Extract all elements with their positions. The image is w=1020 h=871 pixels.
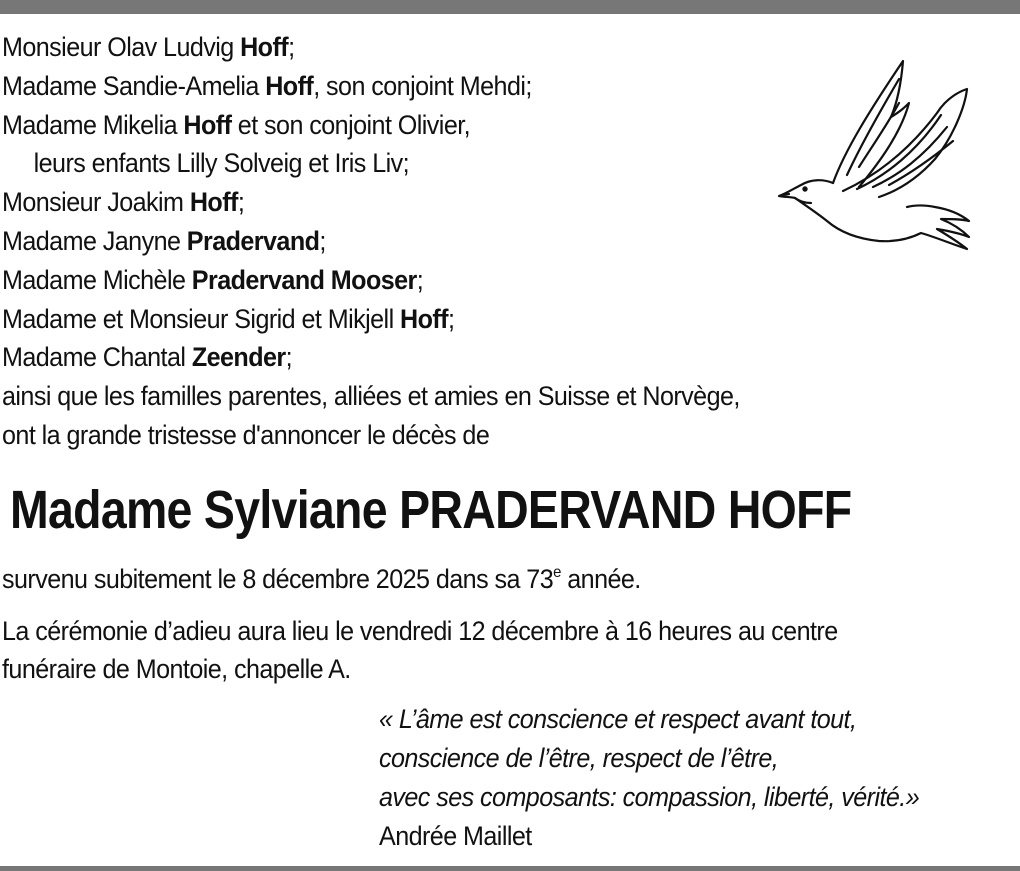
quote-author: Andrée Maillet (379, 821, 532, 851)
bottom-rule (0, 866, 1020, 871)
family-line: Monsieur Olav Ludvig Hoff; (2, 32, 295, 62)
family-line: Madame Janyne Pradervand; (2, 225, 326, 256)
ceremony-line-1: La cérémonie d’adieu aura lieu le vendredi 12 décembre à 16 heures au centre (2, 616, 838, 646)
family-list (2, 28, 839, 455)
family-line: Madame Michèle Pradervand Mooser; (2, 264, 424, 295)
family-line: Madame Sandie-Amelia Hoff, son conjoint Mehdi; (2, 70, 532, 101)
dove-icon (775, 55, 975, 265)
family-line: Monsieur Joakim Hoff; (2, 187, 245, 218)
quote-line: avec ses composants: compassion, liberté, vérité.» (379, 782, 920, 812)
quote (379, 700, 919, 856)
ceremony-info (2, 612, 838, 688)
announcement-line: ont la grande tristesse d'annoncer le décès de (2, 419, 490, 450)
deceased-name: Madame Sylviane PRADERVAND HOFF (10, 480, 852, 540)
ordinal-superscript: e (553, 564, 561, 581)
family-line-indented: leurs enfants Lilly Solveig et Iris Liv; (33, 148, 410, 179)
death-notice: survenu subitement le 8 décembre 2025 dans sa 73e année. (2, 564, 641, 594)
quote-line: « L’âme est conscience et respect avant tout, (379, 704, 857, 734)
family-line: Madame et Monsieur Sigrid et Mikjell Hoff; (2, 303, 455, 334)
family-line: Madame Chantal Zeender; (2, 342, 293, 373)
top-rule (0, 0, 1020, 14)
ceremony-line-2: funéraire de Montoie, chapelle A. (2, 654, 351, 684)
family-line: ainsi que les familles parentes, alliées et amies en Suisse et Norvège, (2, 381, 740, 412)
quote-line: conscience de l’être, respect de l’être, (379, 743, 779, 773)
family-line: Madame Mikelia Hoff et son conjoint Olivier, (2, 109, 471, 140)
